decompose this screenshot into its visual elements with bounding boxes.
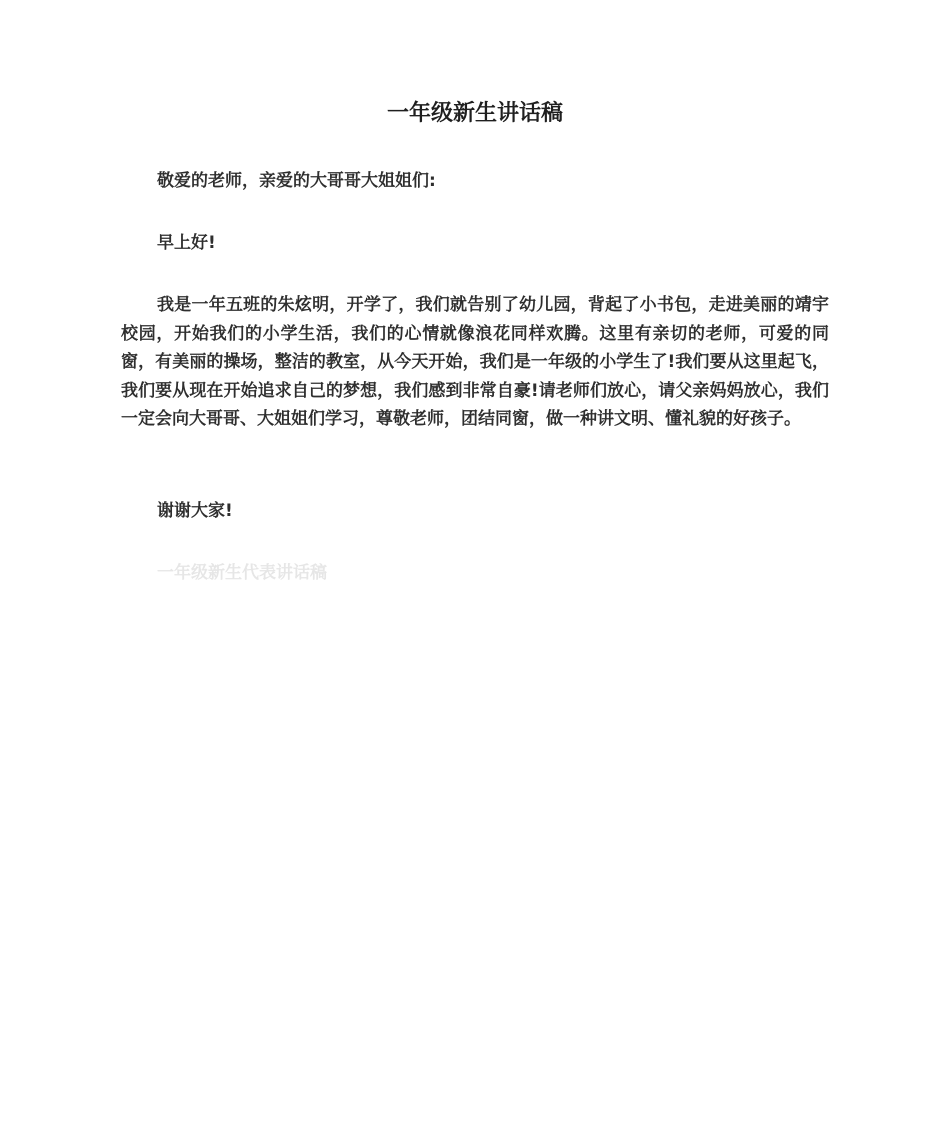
morning-paragraph: 早上好!	[157, 233, 216, 253]
document-title: 一年级新生讲话稿	[386, 101, 563, 126]
footer-watermark-text: 一年级新生代表讲话稿	[157, 563, 327, 583]
speech-body-paragraph: 我是一年五班的朱炫明，开学了，我们就告别了幼儿园，背起了小书包，走进美丽的靖宇校园，开始我们的小学生活，我们的心情就像浪花同样欢腾。这里有亲切的老师，可爱的同窗，有美丽的操场，整洁的教室，从今天开始，我们是一年级的小学生了!我们要从这里起飞，我们要从现在开始追求自己的梦想，我们感到非常自豪!请老师们放心，请父亲妈妈放心，我们一定会向大哥哥、大姐姐们学习，尊敬老师，团结同窗，做一种讲文明、懂礼貌的好孩子。	[121, 295, 829, 430]
greeting-paragraph: 敬爱的老师，亲爱的大哥哥大姐姐们:	[157, 171, 436, 191]
thanks-paragraph: 谢谢大家!	[157, 501, 233, 521]
